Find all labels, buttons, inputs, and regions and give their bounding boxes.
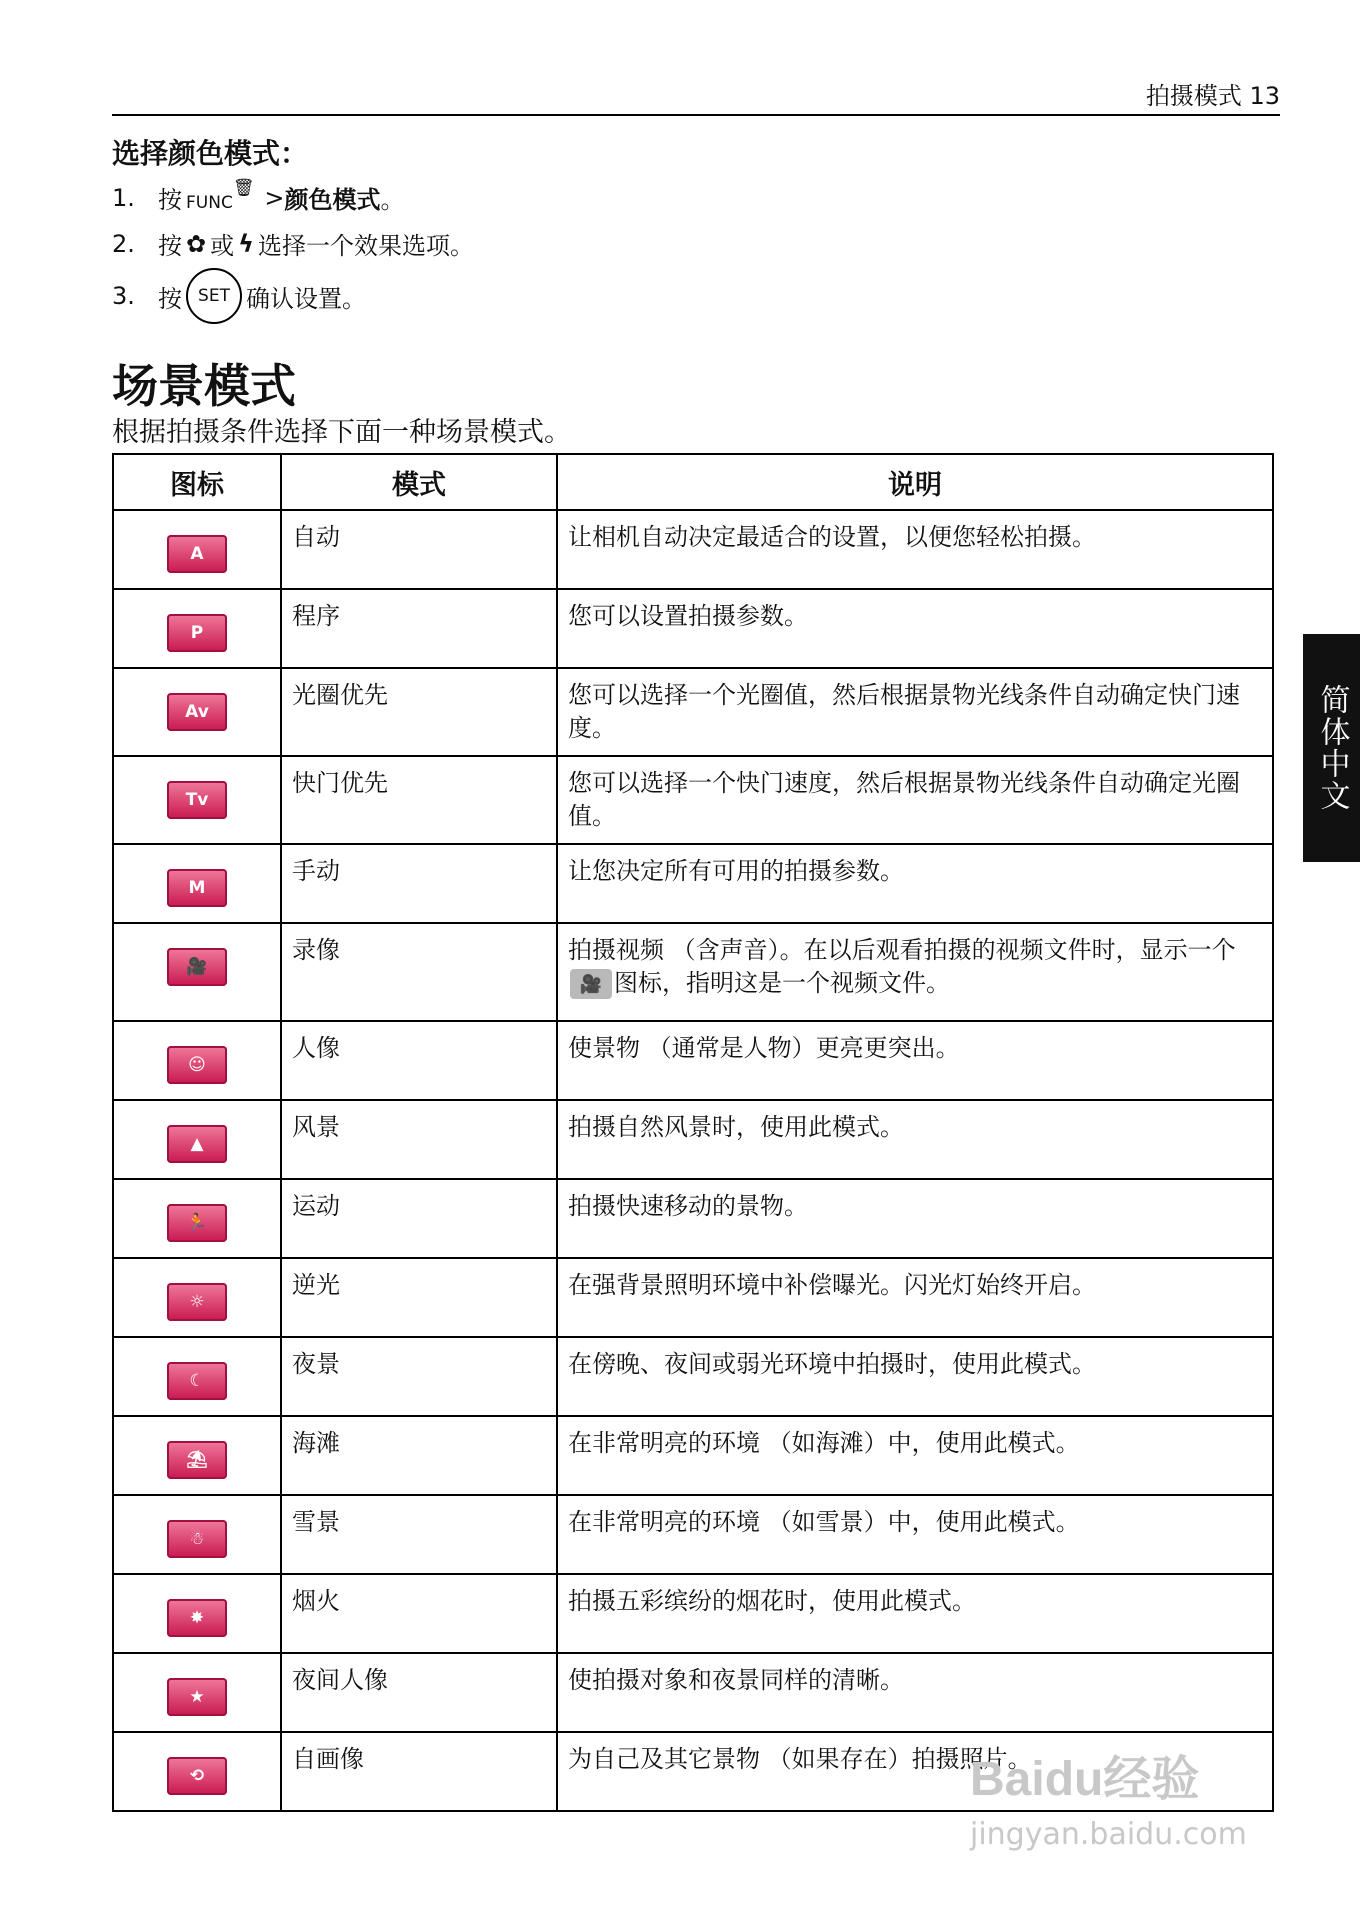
step-number: 2.: [112, 229, 135, 258]
table-row: [113, 1653, 1273, 1732]
mode-description: 拍摄快速移动的景物。: [557, 1179, 1273, 1258]
table-row: [113, 923, 1273, 1021]
program-mode-icon: P: [167, 614, 227, 652]
mode-name: 程序: [281, 589, 557, 668]
mode-description: 您可以选择一个光圈值，然后根据景物光线条件自动确定快门速度。: [557, 668, 1273, 756]
sports-icon: 🏃: [167, 1204, 227, 1242]
mode-description: 在非常明亮的环境 （如雪景）中，使用此模式。: [557, 1495, 1273, 1574]
step-text: 按: [158, 284, 182, 313]
table-row: [113, 589, 1273, 668]
mode-name: 自动: [281, 510, 557, 589]
video-file-icon: 🎥: [570, 969, 612, 999]
snow-icon: ☃: [167, 1520, 227, 1558]
table-header-row: [113, 454, 1273, 510]
mode-name: 夜景: [281, 1337, 557, 1416]
table-row: [113, 1495, 1273, 1574]
night-scene-icon: ☾: [167, 1362, 227, 1400]
fireworks-icon: ✸: [167, 1599, 227, 1637]
step-text: 或: [210, 232, 235, 260]
header-icon: 图标: [113, 454, 281, 510]
table-row: [113, 1021, 1273, 1100]
table-row: [113, 1258, 1273, 1337]
table-row: [113, 844, 1273, 923]
step-2: [112, 226, 474, 261]
movie-camera-icon: 🎥: [167, 948, 227, 986]
mode-description: 在非常明亮的环境 （如海滩）中，使用此模式。: [557, 1416, 1273, 1495]
table-row: [113, 510, 1273, 589]
mode-description: 使拍摄对象和夜景同样的清晰。: [557, 1653, 1273, 1732]
header-title: 拍摄模式 13: [1145, 82, 1280, 110]
mode-name: 逆光: [281, 1258, 557, 1337]
step-3: [112, 268, 366, 324]
mode-description: 为自己及其它景物 （如果存在）拍摄照片。: [557, 1732, 1273, 1811]
step-text: 选择一个效果选项。: [257, 232, 474, 260]
manual-mode-icon: M: [167, 869, 227, 907]
page-header: [112, 72, 1280, 116]
header-mode: 模式: [281, 454, 557, 510]
auto-mode-icon: A: [167, 535, 227, 573]
step-text: 按: [158, 186, 182, 214]
mode-description: 让相机自动决定最适合的设置，以便您轻松拍摄。: [557, 510, 1273, 589]
step-text: 按: [158, 232, 182, 260]
mode-name: 人像: [281, 1021, 557, 1100]
mode-name: 雪景: [281, 1495, 557, 1574]
mode-description: 在傍晚、夜间或弱光环境中拍摄时，使用此模式。: [557, 1337, 1273, 1416]
mode-name: 手动: [281, 844, 557, 923]
color-mode-label: 颜色模式: [284, 186, 381, 214]
side-tab-label: 简体中文: [1314, 684, 1350, 812]
set-button-icon: SET: [186, 268, 242, 324]
page-title: 场景模式: [112, 359, 296, 413]
mode-name: 夜间人像: [281, 1653, 557, 1732]
func-label: FUNC: [186, 192, 233, 213]
table-row: [113, 1100, 1273, 1179]
portrait-icon: ☺: [167, 1046, 227, 1084]
language-side-tab: [1303, 634, 1360, 862]
baidu-logo: Baidu经验: [970, 1753, 1200, 1806]
color-section-title: 选择颜色模式：: [112, 137, 309, 170]
mode-name: 光圈优先: [281, 668, 557, 756]
mode-description: 拍摄视频 （含声音）。在以后观看拍摄的视频文件时，显示一个🎥 图标，指明这是一个视频文件。: [557, 923, 1273, 1021]
landscape-icon: ▲: [167, 1125, 227, 1163]
step-text: >: [264, 183, 285, 212]
self-portrait-icon: ⟲: [167, 1757, 227, 1795]
mode-name: 运动: [281, 1179, 557, 1258]
mode-name: 自画像: [281, 1732, 557, 1811]
table-row: [113, 1574, 1273, 1653]
mode-name: 烟火: [281, 1574, 557, 1653]
aperture-priority-icon: Av: [167, 693, 227, 731]
mode-description: 您可以设置拍摄参数。: [557, 589, 1273, 668]
backlight-icon: ☼: [167, 1283, 227, 1321]
baidu-watermark: [970, 1740, 1247, 1852]
intro-text: 根据拍摄条件选择下面一种场景模式。: [112, 417, 571, 448]
mode-name: 风景: [281, 1100, 557, 1179]
table-row: [113, 668, 1273, 756]
step-number: 3.: [112, 282, 135, 310]
table-row: [113, 756, 1273, 844]
step-text: 。: [380, 186, 405, 214]
table-row: [113, 1179, 1273, 1258]
beach-icon: ⛱: [167, 1441, 227, 1479]
trash-icon: 🗑: [232, 177, 255, 198]
mode-description: 让您决定所有可用的拍摄参数。: [557, 844, 1273, 923]
mode-description: 拍摄自然风景时，使用此模式。: [557, 1100, 1273, 1179]
flower-icon: ✿: [186, 229, 207, 258]
header-desc: 说明: [557, 454, 1273, 510]
scene-mode-table: [112, 453, 1274, 1812]
mode-description: 使景物 （通常是人物）更亮更突出。: [557, 1021, 1273, 1100]
mode-name: 快门优先: [281, 756, 557, 844]
table-row: [113, 1416, 1273, 1495]
mode-name: 录像: [281, 923, 557, 1021]
step-text: 确认设置。: [246, 284, 366, 313]
mode-description: 您可以选择一个快门速度，然后根据景物光线条件自动确定光圈值。: [557, 756, 1273, 844]
mode-name: 海滩: [281, 1416, 557, 1495]
step-number: 1.: [112, 183, 135, 212]
watermark-url: jingyan.baidu.com: [970, 1817, 1247, 1852]
night-portrait-icon: ★: [167, 1678, 227, 1716]
flash-icon: ϟ: [238, 229, 254, 258]
step-1: [112, 177, 405, 215]
mode-description: 在强背景照明环境中补偿曝光。闪光灯始终开启。: [557, 1258, 1273, 1337]
mode-description: 拍摄五彩缤纷的烟花时，使用此模式。: [557, 1574, 1273, 1653]
table-row: [113, 1337, 1273, 1416]
shutter-priority-icon: Tv: [167, 781, 227, 819]
